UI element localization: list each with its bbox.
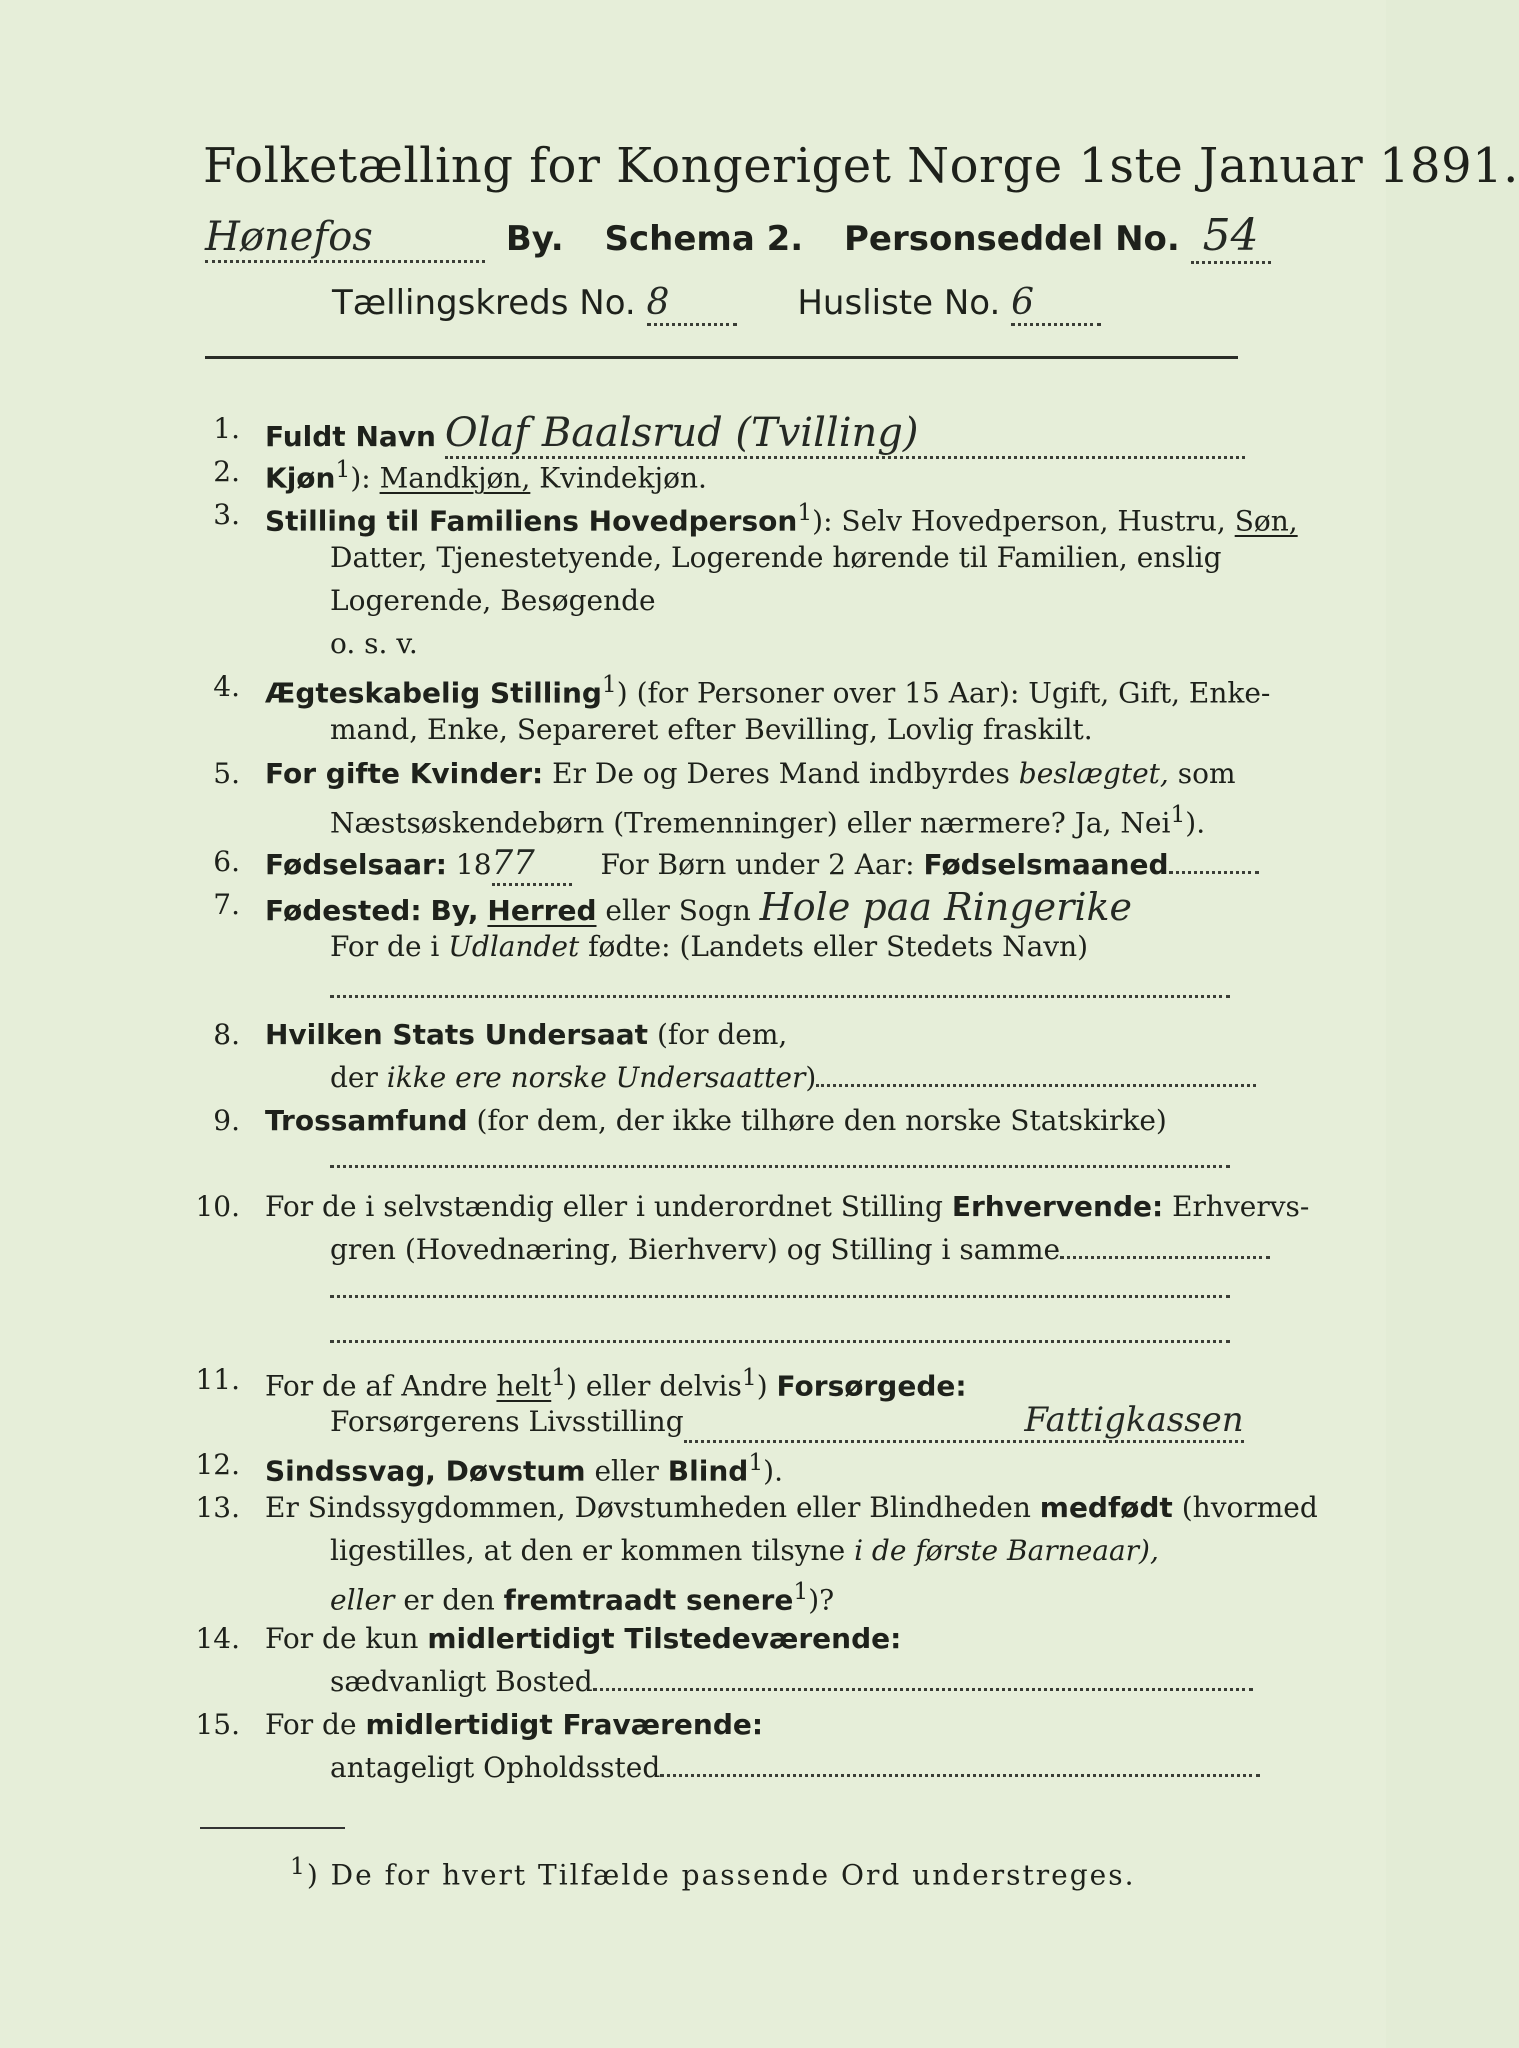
q6-mid: For Børn under 2 Aar:: [600, 848, 915, 881]
q11-answer: Fattigkassen: [684, 1400, 1244, 1443]
q8-text-b: der: [330, 1061, 378, 1094]
q7-label: Fødested:: [265, 894, 422, 927]
q10-line1: [265, 1190, 1309, 1223]
q15-text-b: antageligt Opholdssted: [330, 1751, 661, 1784]
q4-line2: mand, Enke, Separeret efter Bevilling, Lovlig fraskilt.: [330, 713, 1093, 746]
q8-number: 8.: [213, 1018, 240, 1051]
q12-text: eller: [594, 1454, 659, 1488]
q8-text-d: ): [805, 1061, 817, 1094]
q6-label: Fødselsaar:: [265, 848, 447, 881]
q2-option-mandkjon: Mandkjøn,: [379, 461, 531, 495]
q13-sup: 1: [793, 1577, 809, 1605]
kreds-label: Tællingskreds No.: [332, 283, 636, 323]
q11-sup-2: 1: [741, 1363, 757, 1391]
q13-label2: fremtraadt senere: [503, 1583, 794, 1617]
q15-blank: [660, 1774, 1260, 1777]
q8-blank: [816, 1084, 1256, 1087]
q5-text-d: Næstsøskendebørn (Tremenninger) eller nærmere? Ja, Nei: [330, 806, 1171, 840]
q1-label: Fuldt Navn: [265, 420, 436, 453]
q3-sup: 1: [797, 498, 813, 526]
q13-text-e: eller: [330, 1583, 395, 1617]
q4-label: Ægteskabelig Stilling: [265, 676, 602, 710]
q2-option-kvindekjon: Kvindekjøn.: [539, 461, 707, 495]
personseddel-number: 54: [1191, 210, 1271, 264]
q6-number: 6.: [213, 845, 240, 878]
q3-line3: Logerende, Besøgende: [330, 584, 656, 617]
by-label: By.: [505, 219, 564, 259]
q3-label: Stilling til Familiens Hovedperson: [265, 504, 798, 538]
q2-number: 2.: [213, 455, 240, 488]
q8-text-c: ikke ere norske Undersaatter: [386, 1061, 806, 1094]
q10-text-c: gren (Hovednæring, Bierhverv) og Stilling i samme: [330, 1233, 1061, 1266]
q13-text-g: )?: [808, 1583, 835, 1617]
q10-number: 10.: [195, 1190, 240, 1223]
q12-row: [265, 1448, 783, 1487]
q5-text-c: som: [1177, 757, 1236, 790]
q9-text: (for dem, der ikke tilhøre den norske Statskirke): [476, 1104, 1167, 1137]
q11-option-helt: helt: [496, 1369, 552, 1403]
q7-text-b: Udlandet: [448, 930, 580, 963]
q13-text-f: er den: [403, 1583, 495, 1617]
personseddel-label: Personseddel No.: [844, 219, 1180, 259]
q11-text-d: Forsørgerens Livsstilling: [330, 1405, 684, 1438]
q15-number: 15.: [195, 1708, 240, 1741]
q14-line1: [265, 1622, 901, 1655]
q1-row: [265, 410, 1245, 459]
schema-label: Schema 2.: [604, 219, 804, 259]
q1-number: 1.: [213, 412, 240, 445]
husliste-label: Husliste No.: [797, 283, 1001, 323]
q10-blank-line-1: [330, 1295, 1230, 1298]
q7-option-by: By,: [430, 894, 479, 927]
q7-text-a: For de i: [330, 930, 440, 963]
q5-label: For gifte Kvinder:: [265, 757, 544, 790]
q2-text: ):: [350, 461, 371, 495]
q4-line1: [265, 670, 1270, 709]
q7-line2: [330, 930, 1088, 963]
q9-blank-line: [330, 1165, 1230, 1168]
footnote-sup: 1: [290, 1852, 307, 1880]
q13-line3: [330, 1577, 834, 1616]
q7-line1: [265, 885, 1132, 929]
q14-text-a: For de kun: [265, 1622, 419, 1655]
q3-option-son: Søn,: [1234, 504, 1298, 538]
kreds-number: 8: [647, 282, 737, 326]
q10-blank: [1060, 1256, 1270, 1259]
q10-label: Erhvervende:: [951, 1190, 1164, 1223]
q8-text-a: (for dem,: [656, 1018, 788, 1051]
q14-line2: [330, 1665, 1253, 1698]
q3-line2: Datter, Tjenestetyende, Logerende hørende til Familien, enslig: [330, 541, 1222, 574]
q7-option-herred: Herred: [487, 894, 597, 927]
q6-label2: Fødselsmaaned: [923, 848, 1169, 881]
footnote-text: ) De for hvert Tilfælde passende Ord understreges.: [306, 1858, 1136, 1892]
q5-text-a: Er De og Deres Mand indbyrdes: [552, 757, 1010, 790]
q11-number: 11.: [195, 1363, 240, 1396]
q7-blank-line: [330, 995, 1230, 998]
q14-label: midlertidigt Tilstedeværende:: [427, 1622, 902, 1655]
town-row: [205, 210, 1271, 264]
q12-sup: 1: [748, 1448, 764, 1476]
q2-sup: 1: [335, 455, 351, 483]
q11-text-c: ): [756, 1369, 768, 1403]
q8-line2: [330, 1061, 1256, 1094]
q14-blank: [593, 1688, 1253, 1691]
q10-text-b: Erhvervs-: [1172, 1190, 1310, 1223]
form-title: Folketælling for Kongeriget Norge 1ste Januar 1891.: [203, 138, 1519, 194]
q4-sup: 1: [601, 670, 617, 698]
q2-row: [265, 455, 707, 494]
q12-label: Sindssvag, Døvstum: [265, 1454, 586, 1488]
q13-line1: [265, 1491, 1318, 1524]
q13-number: 13.: [195, 1491, 240, 1524]
q5-line2: [330, 800, 1205, 839]
q11-label: Forsørgede:: [776, 1369, 967, 1403]
kreds-row: [332, 282, 1101, 326]
q6-year-prefix: 18: [455, 848, 492, 881]
q3-options-a: ): Selv Hovedperson, Hustru,: [812, 504, 1226, 538]
q15-line2: [330, 1751, 1260, 1784]
q7-text-c: fødte: (Landets eller Stedets Navn): [588, 930, 1089, 963]
q8-label: Hvilken Stats Undersaat: [265, 1018, 649, 1051]
q7-option-sogn: eller Sogn: [605, 894, 751, 927]
q9-line1: [265, 1104, 1167, 1137]
q15-label: midlertidigt Fraværende:: [365, 1708, 764, 1741]
q4-number: 4.: [213, 670, 240, 703]
q10-line2: [330, 1233, 1270, 1266]
q10-blank-line-2: [330, 1340, 1230, 1343]
q13-text-c: ligestilles, at den er kommen tilsyne: [330, 1534, 846, 1567]
q12-end: ).: [763, 1454, 783, 1488]
q2-label: Kjøn: [265, 461, 336, 495]
q5-text-b: beslægtet,: [1018, 757, 1169, 790]
q5-number: 5.: [213, 757, 240, 790]
q13-label: medfødt: [1039, 1491, 1173, 1524]
q12-number: 12.: [195, 1448, 240, 1481]
q11-text-b: ) eller delvis: [566, 1369, 742, 1403]
q8-line1: [265, 1018, 787, 1051]
q13-text-d: i de første Barneaar),: [854, 1534, 1159, 1567]
q5-sup: 1: [1170, 800, 1186, 828]
q10-text-a: For de i selvstændig eller i underordnet Stilling: [265, 1190, 943, 1223]
q11-line2: [330, 1400, 1244, 1443]
q3-line1: [265, 498, 1298, 537]
header-rule: [205, 356, 1238, 359]
q14-number: 14.: [195, 1622, 240, 1655]
husliste-number: 6: [1011, 282, 1101, 326]
q7-answer: Hole paa Ringerike: [759, 885, 1132, 929]
q11-sup: 1: [551, 1363, 567, 1391]
q11-text-a: For de af Andre: [265, 1369, 488, 1403]
q6-row: [265, 843, 1259, 886]
q12-label2: Blind: [667, 1454, 749, 1488]
q1-answer: Olaf Baalsrud (Tvilling): [445, 410, 1245, 459]
q13-text-b: (hvormed: [1181, 1491, 1318, 1524]
q3-number: 3.: [213, 498, 240, 531]
q6-year-answer: 77: [492, 843, 572, 886]
q9-label: Trossamfund: [265, 1104, 468, 1137]
q4-text: ) (for Personer over 15 Aar): Ugift, Gift, Enke-: [616, 676, 1271, 710]
q15-line1: [265, 1708, 763, 1741]
q9-number: 9.: [213, 1104, 240, 1137]
footnote: [290, 1852, 1135, 1891]
q5-line1: [265, 757, 1236, 790]
q6-month-blank: [1169, 871, 1259, 874]
q15-text-a: For de: [265, 1708, 357, 1741]
q7-number: 7.: [213, 888, 240, 921]
q13-line2: [330, 1534, 1159, 1567]
q14-text-b: sædvanligt Bosted: [330, 1665, 593, 1698]
q11-line1: [265, 1363, 967, 1402]
q5-text-e: ).: [1185, 806, 1206, 840]
q3-line4: o. s. v.: [330, 627, 418, 660]
town-handwritten: Hønefos: [205, 214, 485, 263]
q13-text-a: Er Sindssygdommen, Døvstumheden eller Blindheden: [265, 1491, 1031, 1524]
footnote-rule: [200, 1827, 345, 1829]
